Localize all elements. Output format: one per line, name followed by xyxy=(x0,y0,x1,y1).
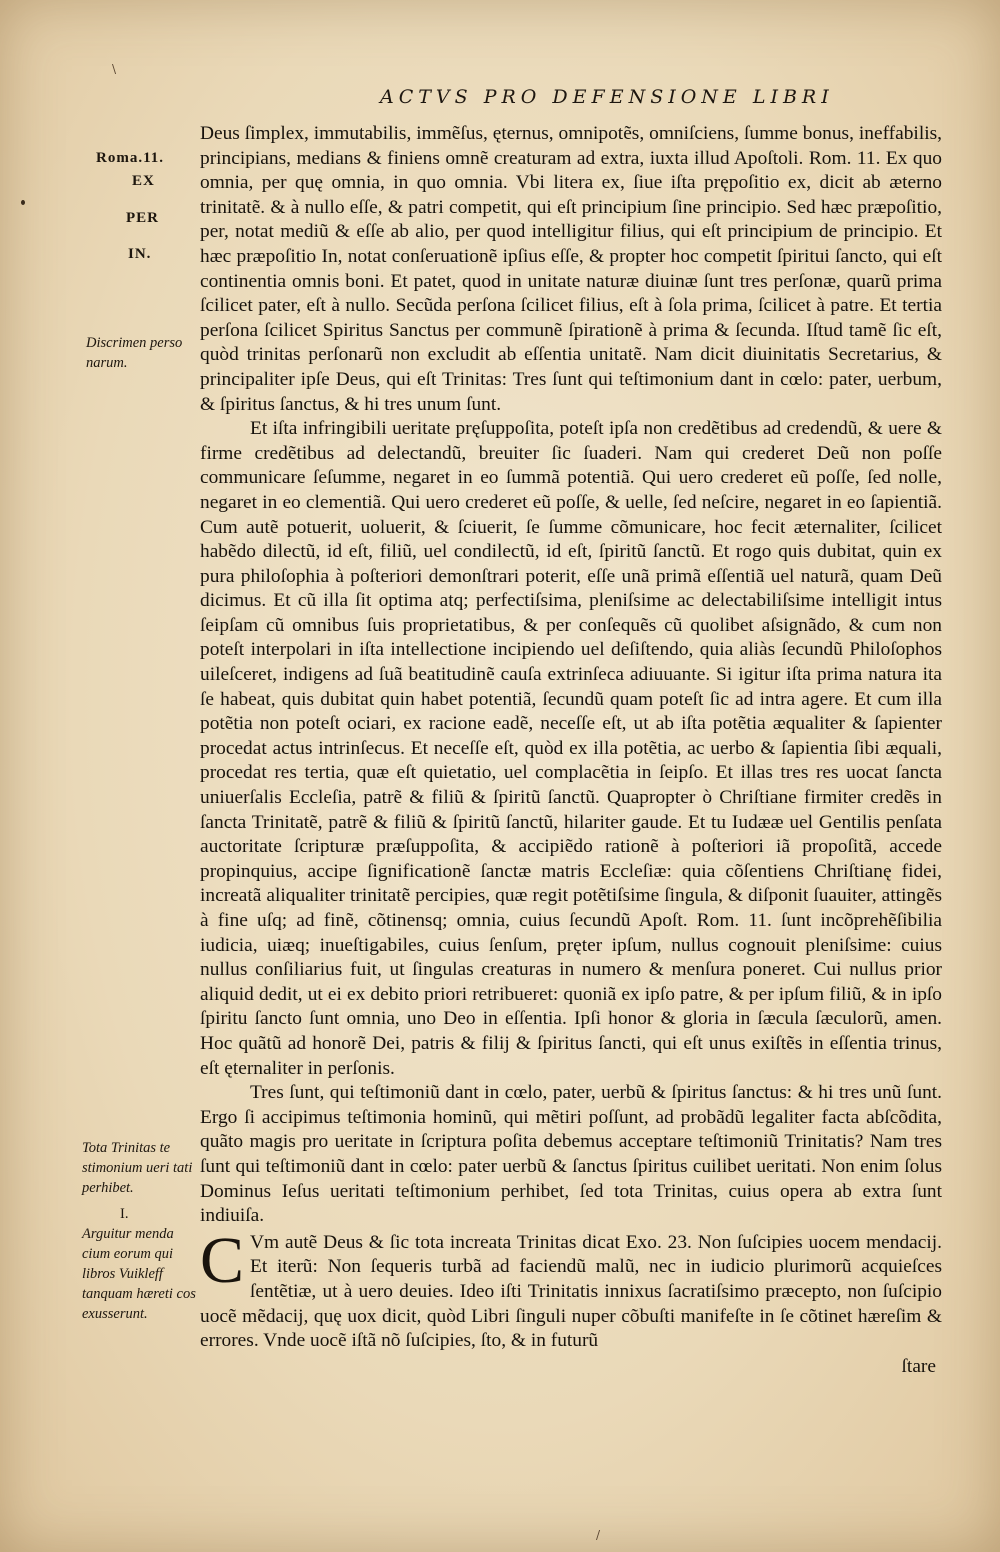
margin-note-numeral: I. xyxy=(120,1206,129,1222)
margin-blot xyxy=(21,200,25,205)
catchword: ſtare xyxy=(901,1355,936,1377)
margin-note-discrimen: Discrimen perso narum. xyxy=(86,335,183,371)
bottom-margin-mark: / xyxy=(596,1528,601,1542)
paragraph-3: Tres ſunt, qui teſtimoniũ dant in cœlo, pater, uerbũ & ſpiritus ſanctus: & hi tres unũ ſunt. Ergo ſi accipimus teſtimonia hominũ, qui mẽtiri poſſunt, ad probãdũ legaliter facta abſcõdita, quãto magis pro ueritate in ſcriptura poſita debemus acceptare teſtimoniũ Trinitatis? Nam tres ſunt qui teſtimoniũ dant in cœlo: pater uerbũ & ſanctus ſpiritus cuilibet ueritati. Non enim ſolus Dominus Ieſus ueritati teſtimonium perhibet, ſed tota Trinitas, cuius opera ab extra ſunt indiuiſa. xyxy=(200,1082,942,1227)
main-text xyxy=(200,122,942,1379)
drop-cap: C xyxy=(200,1223,245,1297)
paragraph-4-text: Vm autẽ Deus & ſic tota increata Trinitas dicat Exo. 23. Non ſuſcipies uocem mendacij. Et iterũ: Non ſequeris turbã ad faciendũ malũ, nec in iudicio plurimorũ acquieſces ſentẽtiæ, ut à uero deuies. Ideo iſti Trinitatis innixus ſacratiſsimo præcepto, non ſuſcipio uocẽ mẽdacij, quę uox dicit, quòd Libri ſinguli nuper cõbuſti manifeſte in ſe cõtinet hæreſim & errores. Vnde uocẽ iſtã nõ ſuſcipies, ſto, & in futurũ xyxy=(200,1231,942,1352)
margin-note-tota-trinitas: Tota Trinitas te stimonium ueri tati perhibet. xyxy=(82,1140,193,1196)
paragraph-1: Deus ſimplex, immutabilis, immẽſus, ęternus, omnipotẽs, omniſciens, ſumme bonus, ineffabilis, principians, medians & finiens omnẽ creaturam ad extra, iuxta illud Apoſtoli. Rom. 11. Ex quo omnia, per quę omnia, in quo omnia. Vbi litera ex, ſiue iſta prępoſitio ex, dicit ab æterno trinitatẽ. & à nullo eſſe, & patri competit, qui eſt principium ſine principio. Sed hæc præpoſitio, per, notat mediũ & eſſe ab alio, per quod intelligitur filius, qui eſt principium de principio. Et hæc præpoſitio In, notat conſeruationẽ ipſius eſſe, & propter hoc competit ſpiritui ſancto, qui eſt continentia omnis boni. Et patet, quod in unitate naturæ diuinæ ſunt tres perſonæ, quarũ prima ſcilicet pater, eſt à nullo. Secũda perſona ſcilicet filius, eſt à ſola prima, ſcilicet à patre. Et tertia perſona ſcilicet Spiritus Sanctus per communẽ ſpirationẽ à prima & ſecunda. Iſtud tamẽ ſic eſt, quòd trinitas perſonarũ non excludit ab eſſentia unitatẽ. Nam dicit diuinitatis Secretarius, & principaliter ipſe Deus, qui eſt Trinitas: Tres ſunt qui teſtimonium dant in cœlo: pater, uerbum, & ſpiritus ſanctus, & hi tres unum ſunt. xyxy=(200,123,942,415)
margin-note-per: PER xyxy=(126,210,159,226)
top-margin-mark: \ xyxy=(112,62,117,76)
running-head: ACTVS PRO DEFENSIONE LIBRI xyxy=(380,86,834,108)
margin-note-in: IN. xyxy=(128,246,152,262)
margin-note-roma: Roma.11. xyxy=(96,150,164,166)
margin-note-arguitur: Arguitur menda cium eorum qui libros Vuikleff tanquam hæreti cos exusserunt. xyxy=(82,1226,196,1322)
paragraph-4 xyxy=(200,1223,942,1354)
paragraph-2: Et iſta infringibili ueritate pręſuppoſita, poteſt ipſa non credẽtibus ad credendũ, & uere & firme credẽtibus ad delectandũ, breuiter ſic ſuaderi. Nam qui crederet Deũ non poſſe communicare ſeſumme, negaret in eo ſummã potentiã. Qui uero crederet eũ poſſe, ſed nolle, negaret in eo clementiã. Qui uero crederet eũ poſſe, & uelle, ſed neſcire, negaret in eo ſapientiã. Cum autẽ potuerit, uoluerit, & ſciuerit, ſe ſumme cõmunicare, hoc fecit æternaliter, ſcilicet habẽdo dilectũ, id eſt, filiũ, uel condilectũ, id eſt, ſpiritũ ſanctũ. Et rogo quis dubitat, quin ex pura philoſophia à poſteriori demonſtrari poterit, eſſe unã primã eſſentiã uel naturã, quam Deũ dicimus. Et cũ illa ſit optima atq; perfectiſsima, pleniſsime ac delectabiliſsime intelligit intus ſeipſam cũ omnibus ſuis proprietatibus, & per conſequẽs cũ quolibet aſsignãdo, & cum non poteſt interpolari in iſta intellectione incipiendo uel deſiſtendo, quia aliàs ſecundũ Philoſophos uileſceret, indigens ad ſuã beatitudinẽ cauſa extrinſeca adiuuante. Si igitur iſta prima natura ita ſe habeat, quis dubitat quin habet potentiã, ſecundũ quam poteſt ſic ad intra agere. Et cum illa potẽtia non poteſt ociari, ex racione eadẽ, neceſſe eſt, ut ab iſta potẽtia æqualiter & ſapienter procedat actus intrinſecus. Et neceſſe eſt, quòd ex illa potẽtia, ac uerbo & ſapientia ſibi æquali, procedat res tertia, quæ eſt quietatio, uel complacẽtia in ſeipſo. Et illas tres res uocat ſancta uniuerſalis Eccleſia, patrẽ & filiũ & ſpiritũ ſanctũ. Quapropter ò Chriſtiane firmiter credẽs in ſancta Trinitatẽ, patrẽ & filiũ & ſpiritũ ſanctũ, hilariter gaude. Et tu Iudææ uel Gentilis penſata auctoritate ſcripturæ præſuppoſita, & accipiẽdo rationẽ à poſteriori iã propoſitã, accede propinquius, accipe ſignificationẽ ſanctæ matris Eccleſiæ: quia cõſentiens Chriſtianę fidei, increatã aliqualiter trinitatẽ percipies, quæ regit potẽtiſsime ſingula, & diſponit ſuauiter, attingẽs à fine uſq; ad finẽ, cõtinensq; omnia, cuius ſecundũ Apoſt. Rom. 11. ſunt incõprehẽſibilia iudicia, uiæq; inueſtigabiles, cuius ſenſum, pręter ipſum, nullus cognouit pleniſsime: cuius nullus conſiliarius fuit, ut ſingulas creaturas in numero & menſura poneret. Cui nullus prior aliquid dedit, ut ei ex debito priori retribueret: quoniã ex ipſo patre, & per ipſum filiũ, & in ipſo ſpiritu ſancto ſunt omnia, uno Deo in eſſentia. Ipſi honor & gloria in ſæcula ſæculorũ, amen. Hoc quãtũ ad honorẽ Dei, patris & filij & ſpiritus ſancti, qui eſt unus exiſtẽs in eſſentia trinus, eſt ęternaliter in perſonis. xyxy=(200,418,942,1079)
margin-note-ex: EX xyxy=(132,173,155,189)
